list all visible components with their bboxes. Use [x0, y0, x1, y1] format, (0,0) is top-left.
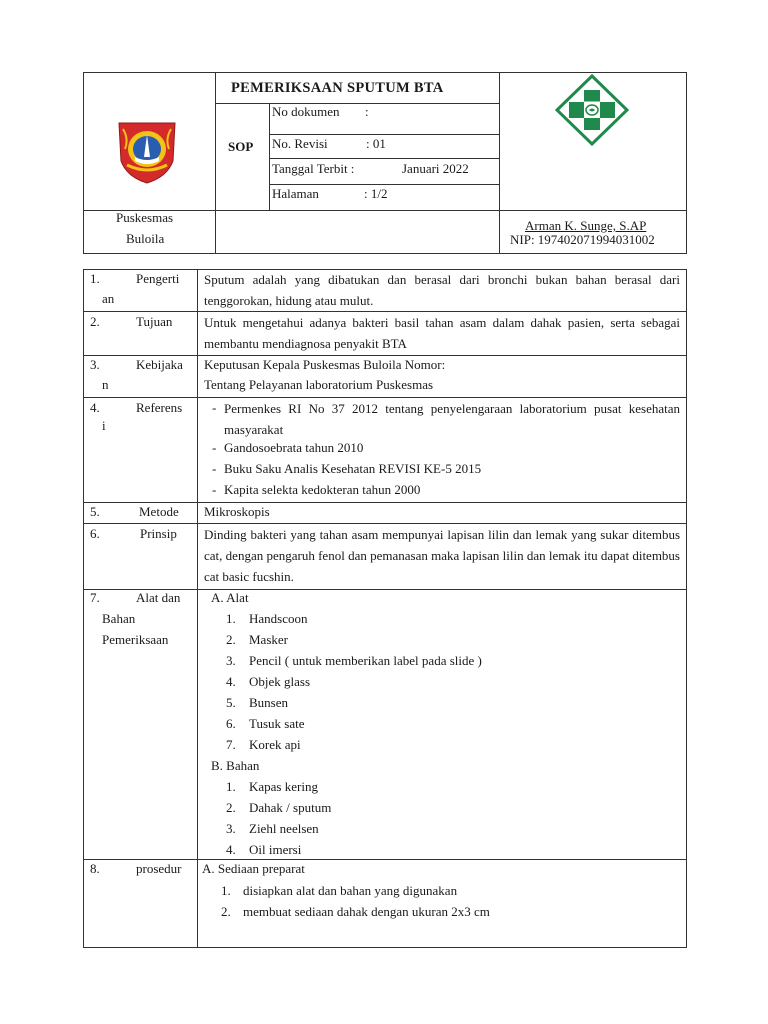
signer-nip: NIP: 197402071994031002	[510, 232, 655, 247]
list-item: Dahak / sputum	[249, 800, 332, 815]
list-number: 1.	[226, 779, 236, 794]
section-number: 4.	[90, 400, 100, 415]
org-name-line1: Puskesmas	[116, 210, 174, 225]
org-name-line2: Buloila	[126, 231, 165, 246]
date-label: Tanggal Terbit :	[272, 161, 355, 176]
section-number: 1.	[90, 271, 100, 286]
bullet: -	[212, 440, 217, 455]
section-label: Tujuan	[136, 314, 173, 329]
reference-item: Kapita selekta kedokteran tahun 2000	[224, 482, 421, 497]
list-item: Ziehl neelsen	[249, 821, 319, 836]
section-number: 5.	[90, 504, 100, 519]
procedure-step: disiapkan alat dan bahan yang digunakan	[243, 883, 458, 898]
sop-label: SOP	[228, 139, 254, 154]
section-label: Kebijaka	[136, 357, 183, 372]
section-label: prosedur	[136, 861, 182, 876]
section-number: 3.	[90, 357, 100, 372]
list-item: Oil imersi	[249, 842, 302, 857]
doc-no-sep: :	[365, 104, 369, 119]
list-item: Kapas kering	[249, 779, 318, 794]
list-number: 4.	[226, 842, 236, 857]
section-number: 8.	[90, 861, 100, 876]
revision-label: No. Revisi	[272, 136, 328, 151]
sop-body-table	[83, 269, 687, 948]
section-number: 2.	[90, 314, 100, 329]
section-label-cont: Pemeriksaan	[102, 632, 169, 647]
page-label: Halaman	[272, 186, 319, 201]
list-number: 5.	[226, 695, 236, 710]
bullet: -	[212, 400, 217, 415]
section-label-cont: i	[102, 418, 106, 433]
list-number: 1.	[226, 611, 236, 626]
policy-line-1: Keputusan Kepala Puskesmas Buloila Nomor:	[204, 357, 446, 372]
group-heading-alat: A. Alat	[211, 590, 249, 605]
section-label: Pengerti	[136, 271, 180, 286]
section-label: Referens	[136, 400, 183, 415]
procedure-step: membuat sediaan dahak dengan ukuran 2x3 cm	[243, 904, 490, 919]
group-heading-bahan: B. Bahan	[211, 758, 260, 773]
bullet: -	[212, 461, 217, 476]
section-content: Mikroskopis	[204, 504, 270, 519]
doc-no-label: No dokumen	[272, 104, 340, 119]
policy-line-2: Tentang Pelayanan laboratorium Puskesmas	[204, 377, 434, 392]
signer-name: Arman K. Sunge, S.AP	[525, 218, 647, 233]
list-item: Masker	[249, 632, 288, 647]
group-heading-sediaan: A. Sediaan preparat	[202, 861, 305, 876]
section-number: 6.	[90, 526, 100, 541]
list-item: Handscoon	[249, 611, 308, 626]
section-content: Untuk mengetahui adanya bakteri basil tahan asam dalam dahak pasien, serta sebagai membantu mendiagnosa penyakit BTA	[204, 315, 680, 351]
regional-emblem-icon	[113, 119, 181, 185]
list-number: 1.	[221, 883, 231, 898]
revision-value: : 01	[366, 136, 386, 151]
sop-header	[83, 72, 687, 254]
health-cross-icon	[553, 72, 631, 146]
reference-item: Gandosoebrata tahun 2010	[224, 440, 364, 455]
date-value: Januari 2022	[402, 161, 469, 176]
list-number: 3.	[226, 653, 236, 668]
list-number: 6.	[226, 716, 236, 731]
section-label-cont: Bahan	[102, 611, 136, 626]
list-number: 7.	[226, 737, 236, 752]
page-value: : 1/2	[364, 186, 388, 201]
list-number: 4.	[226, 674, 236, 689]
list-number: 2.	[226, 632, 236, 647]
section-content: Sputum adalah yang dibatukan dan berasal dari bronchi bukan bahan berasal dari tenggorokan, hidung atau mulut.	[204, 272, 680, 308]
list-number: 2.	[226, 800, 236, 815]
list-number: 3.	[226, 821, 236, 836]
list-item: Objek glass	[249, 674, 311, 689]
list-number: 2.	[221, 904, 231, 919]
list-item: Pencil ( untuk memberikan label pada slide )	[249, 653, 482, 668]
reference-item: Buku Saku Analis Kesehatan REVISI KE-5 2015	[224, 461, 482, 476]
section-label: Metode	[139, 504, 179, 519]
section-label: Prinsip	[140, 526, 177, 541]
section-content: Dinding bakteri yang tahan asam mempunyai lapisan lilin dan lemak yang sukar ditembus cat, dengan pengaruh fenol dan pemanasan maka lapisan lilin dan lemak itu dapat ditembus cat basic fucshin.	[204, 527, 680, 584]
section-label: Alat dan	[136, 590, 181, 605]
list-item: Tusuk sate	[249, 716, 305, 731]
section-number: 7.	[90, 590, 100, 605]
list-item: Bunsen	[249, 695, 288, 710]
section-label-cont: n	[102, 377, 109, 392]
bullet: -	[212, 482, 217, 497]
document-title: PEMERIKSAAN SPUTUM BTA	[231, 80, 444, 96]
reference-item: Permenkes RI No 37 2012 tentang penyelengaraan laboratorium pusat kesehatan masyarakat	[224, 401, 680, 437]
section-label-cont: an	[102, 291, 115, 306]
list-item: Korek api	[249, 737, 301, 752]
